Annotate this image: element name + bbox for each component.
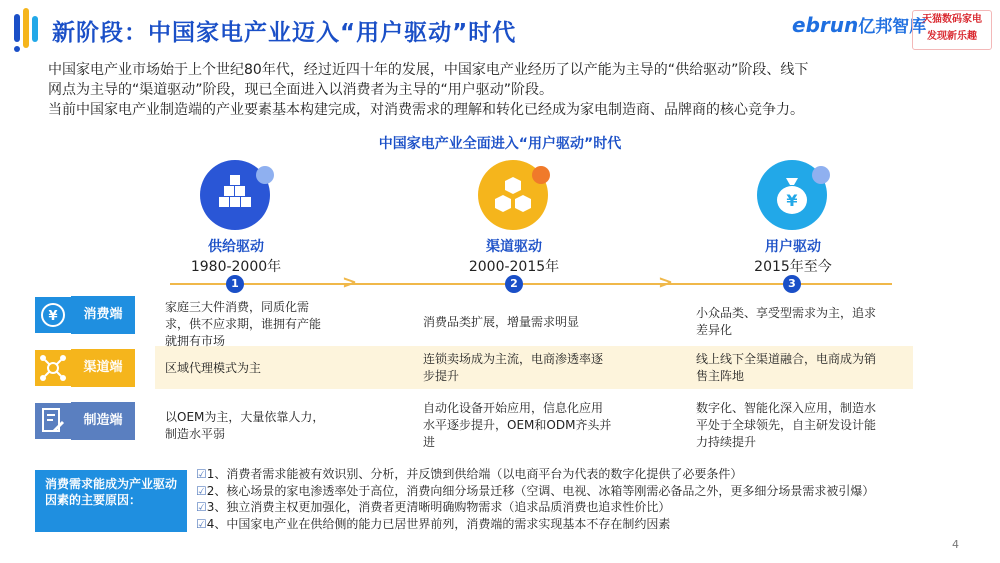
row-label-consumer bbox=[35, 296, 135, 334]
reasons-list bbox=[196, 466, 874, 532]
reason-item-3 bbox=[196, 499, 874, 516]
document-edit-icon-box bbox=[35, 403, 71, 439]
reason-item-1 bbox=[196, 466, 874, 483]
section-subtitle: 中国家电产业全面进入“用户驱动”时代 bbox=[378, 136, 622, 152]
check-icon: ☑ bbox=[196, 516, 207, 531]
cell-consumer-stage1: 家庭三大件消费，同质化需求，供不应求期，谁拥有产能就拥有市场 bbox=[165, 300, 322, 348]
stage1-dot bbox=[256, 166, 274, 184]
timeline-arrow-1: > bbox=[342, 272, 358, 293]
stage3-number: 3 bbox=[783, 275, 801, 293]
reason-text: 1、消费者需求能被有效识别、分析，并反馈到供给端（以电商平台为代表的数字化提供了必要条件） bbox=[206, 467, 743, 481]
stage2-name: 渠道驱动 bbox=[486, 239, 542, 255]
row-label-channel bbox=[35, 349, 135, 387]
logo-bar-3 bbox=[32, 16, 38, 42]
cell-channel-stage2: 连锁卖场成为主流，电商渗透率逐步提升 bbox=[423, 352, 604, 383]
stage1-name: 供给驱动 bbox=[208, 239, 264, 255]
stage1-years: 1980-2000年 bbox=[190, 259, 282, 275]
stage1-number: 1 bbox=[226, 275, 244, 293]
reason-item-4 bbox=[196, 516, 874, 533]
page-number: 4 bbox=[952, 538, 959, 551]
tmall-badge bbox=[912, 10, 992, 50]
cell-manufacturing-stage1: 以OEM为主，大量依靠人力，制造水平弱 bbox=[165, 410, 325, 441]
money-bag-icon bbox=[772, 174, 812, 216]
row-label-text: 渠道端 bbox=[71, 349, 135, 387]
cell-channel-stage1: 区域代理模式为主 bbox=[165, 361, 262, 375]
intro-line-1: 中国家电产业市场始于上个世纪80年代，经过近四十年的发展，中国家电产业经历了以产能为主导的“供给驱动”阶段、线下 bbox=[48, 62, 809, 78]
cell-manufacturing-stage3: 数字化、智能化深入应用，制造水平处于全球领先，自主研发设计能力持续提升 bbox=[696, 401, 877, 449]
reason-text: 3、独立消费主权更加强化，消费者更清晰明确购物需求（追求品质消费也追求性价比） bbox=[206, 500, 671, 514]
ebrun-logo-text: ebrun bbox=[792, 13, 859, 37]
page-title: 新阶段：中国家电产业迈入“用户驱动”时代 bbox=[52, 20, 517, 46]
brand-name: 亿邦智库 bbox=[858, 17, 927, 37]
logo-bar-4 bbox=[14, 46, 20, 52]
network-icon-box bbox=[35, 350, 71, 386]
document-edit-icon bbox=[40, 407, 66, 435]
intro-paragraph bbox=[48, 60, 968, 120]
tmall-line2: 发现新乐趣 bbox=[927, 31, 977, 42]
cubes-icon bbox=[215, 175, 255, 215]
check-icon: ☑ bbox=[196, 467, 207, 481]
yuan-icon bbox=[40, 302, 66, 328]
stage2-number: 2 bbox=[505, 275, 523, 293]
row-label-text: 消费端 bbox=[71, 296, 135, 334]
check-icon: ☑ bbox=[196, 483, 207, 498]
reason-text: 4、中国家电产业在供给侧的能力已居世界前列，消费端的需求实现基本不存在制约因素 bbox=[206, 516, 671, 531]
logo-bar-1 bbox=[14, 14, 20, 42]
row-label-manufacturing bbox=[35, 402, 135, 440]
cell-manufacturing-stage2: 自动化设备开始应用，信息化应用水平逐步提升，OEM和ODM齐头并进 bbox=[423, 401, 612, 449]
stage2-dot bbox=[532, 166, 550, 184]
hexagons-icon bbox=[491, 175, 535, 215]
cell-consumer-stage3: 小众品类、享受型需求为主，追求差异化 bbox=[696, 306, 877, 337]
cell-consumer-stage2: 消费品类扩展，增量需求明显 bbox=[423, 315, 580, 329]
logo-bar-2 bbox=[23, 8, 29, 48]
timeline-arrow-2: > bbox=[658, 272, 674, 293]
yuan-icon-box bbox=[35, 297, 71, 333]
svg-text:¥: ¥ bbox=[48, 309, 58, 324]
reason-item-2 bbox=[196, 483, 874, 500]
network-icon bbox=[39, 354, 67, 382]
cell-channel-stage3: 线上线下全渠道融合，电商成为销售主阵地 bbox=[696, 352, 877, 383]
stage3-years: 2015年至今 bbox=[754, 259, 832, 275]
reason-text: 2、核心场景的家电渗透率处于高位，消费向细分场景迁移（空调、电视、冰箱等刚需必备品之外，更多细分场景需求被引爆） bbox=[206, 483, 875, 498]
check-icon: ☑ bbox=[196, 500, 207, 514]
tmall-line1: 天猫数码家电 bbox=[922, 14, 982, 25]
ebrun-logo bbox=[792, 12, 926, 37]
reason-box: 消费需求能成为产业驱动因素的主要原因： bbox=[35, 470, 187, 532]
svg-text:¥: ¥ bbox=[786, 191, 798, 210]
stage3-dot bbox=[812, 166, 830, 184]
intro-line-2: 网点为主导的“渠道驱动”阶段，现已全面进入以消费者为主导的“用户驱动”阶段。 bbox=[48, 82, 554, 98]
row-label-text: 制造端 bbox=[71, 402, 135, 440]
stage2-years: 2000-2015年 bbox=[468, 259, 560, 275]
intro-line-3: 当前中国家电产业制造端的产业要素基本构建完成，对消费需求的理解和转化已经成为家电制造商、品牌商的核心竞争力。 bbox=[48, 102, 804, 118]
stage3-name: 用户驱动 bbox=[765, 239, 821, 255]
